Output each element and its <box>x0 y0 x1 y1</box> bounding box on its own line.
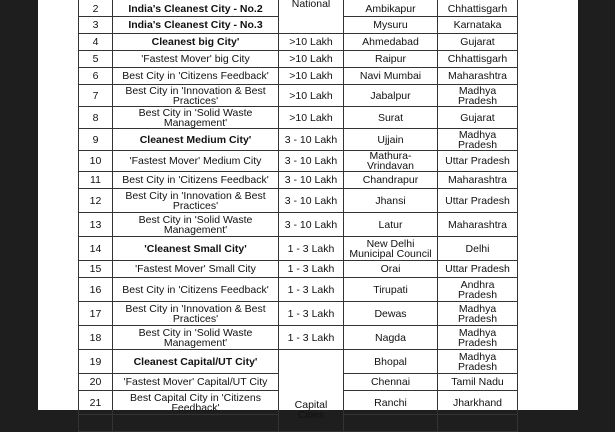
rank-cell: 21 <box>79 391 113 415</box>
rank-cell: 15 <box>79 261 113 278</box>
city-cell: Ujjain <box>344 129 438 151</box>
category-cell: 'Fastest Mover' Medium City <box>113 151 279 172</box>
state-cell: Maharashtra <box>438 213 518 237</box>
population-cell-capital: Capital Cities <box>279 350 344 432</box>
rank-cell: 8 <box>79 107 113 129</box>
population-cell-national: National <box>279 0 344 34</box>
city-cell: Chennai <box>344 374 438 391</box>
table-row <box>79 107 518 129</box>
rank-cell: 16 <box>79 278 113 302</box>
state-cell: Madhya Pradesh <box>438 302 518 326</box>
state-cell: Madhya Pradesh <box>438 326 518 350</box>
table-row <box>79 34 518 51</box>
state-cell: Chhattisgarh <box>438 0 518 17</box>
table-row <box>79 151 518 172</box>
rank-cell: 18 <box>79 326 113 350</box>
rank-cell: 3 <box>79 17 113 34</box>
state-cell: Andhra Pradesh <box>438 278 518 302</box>
city-cell: Jhansi <box>344 189 438 213</box>
population-cell: 3 - 10 Lakh <box>279 172 344 189</box>
population-cell: 3 - 10 Lakh <box>279 189 344 213</box>
category-cell: Best City in 'Solid Waste Management' <box>113 213 279 237</box>
rank-cell: 14 <box>79 237 113 261</box>
state-cell: Madhya Pradesh <box>438 129 518 151</box>
table-row <box>79 129 518 151</box>
population-cell: 3 - 10 Lakh <box>279 129 344 151</box>
rank-cell: 12 <box>79 189 113 213</box>
city-cell: Mysuru <box>344 17 438 34</box>
state-cell: Gujarat <box>438 107 518 129</box>
category-cell: 'Fastest Mover' Small City <box>113 261 279 278</box>
category-cell: Best City in 'Citizens Feedback' <box>113 172 279 189</box>
state-cell: Uttar Pradesh <box>438 261 518 278</box>
state-cell: Jharkhand <box>438 391 518 415</box>
population-cell: 1 - 3 Lakh <box>279 261 344 278</box>
population-cell: 1 - 3 Lakh <box>279 326 344 350</box>
table-row <box>79 0 518 17</box>
city-cell: Ranchi <box>344 391 438 415</box>
rank-cell: 5 <box>79 51 113 68</box>
city-cell: New Delhi Municipal Council <box>344 237 438 261</box>
city-cell <box>344 415 438 432</box>
population-cell: >10 Lakh <box>279 51 344 68</box>
city-cell: Raipur <box>344 51 438 68</box>
table-row <box>79 350 518 374</box>
population-cell: >10 Lakh <box>279 68 344 85</box>
population-cell: 3 - 10 Lakh <box>279 151 344 172</box>
category-cell: 'Fastest Mover' big City <box>113 51 279 68</box>
table-row <box>79 213 518 237</box>
rank-cell: 4 <box>79 34 113 51</box>
category-cell: Best City in 'Solid Waste Management' <box>113 107 279 129</box>
category-cell: 'Fastest Mover' Capital/UT City <box>113 374 279 391</box>
city-cell: Surat <box>344 107 438 129</box>
awards-table-body <box>79 0 518 432</box>
table-row <box>79 261 518 278</box>
city-cell: Ambikapur <box>344 0 438 17</box>
city-cell: Nagda <box>344 326 438 350</box>
state-cell: Madhya Pradesh <box>438 350 518 374</box>
city-cell: Orai <box>344 261 438 278</box>
rank-cell: 2 <box>79 0 113 17</box>
population-cell: >10 Lakh <box>279 34 344 51</box>
city-cell: Dewas <box>344 302 438 326</box>
state-cell: Karnataka <box>438 17 518 34</box>
state-cell: Gujarat <box>438 34 518 51</box>
rank-cell: 13 <box>79 213 113 237</box>
rank-cell: 20 <box>79 374 113 391</box>
city-cell: Chandrapur <box>344 172 438 189</box>
rank-cell: 9 <box>79 129 113 151</box>
table-row <box>79 237 518 261</box>
table-row <box>79 85 518 107</box>
table-row <box>79 189 518 213</box>
category-cell: Best City in 'Solid Waste Management' <box>113 326 279 350</box>
category-cell: Best City in 'Innovation & Best Practices' <box>113 302 279 326</box>
rank-cell: 10 <box>79 151 113 172</box>
rank-cell: 19 <box>79 350 113 374</box>
rank-cell: 11 <box>79 172 113 189</box>
category-cell: Best City in 'Innovation & Best Practices' <box>113 85 279 107</box>
category-cell: Cleanest Medium City' <box>113 129 279 151</box>
population-cell: >10 Lakh <box>279 107 344 129</box>
table-row <box>79 278 518 302</box>
city-cell: Navi Mumbai <box>344 68 438 85</box>
population-cell: 3 - 10 Lakh <box>279 213 344 237</box>
population-cell: >10 Lakh <box>279 85 344 107</box>
state-cell <box>438 415 518 432</box>
table-row <box>79 68 518 85</box>
awards-table <box>78 0 518 432</box>
state-cell: Maharashtra <box>438 68 518 85</box>
category-cell: Cleanest Capital/UT City' <box>113 350 279 374</box>
table-row <box>79 326 518 350</box>
category-cell: Best City in 'Citizens Feedback' <box>113 68 279 85</box>
city-cell: Bhopal <box>344 350 438 374</box>
population-cell: 1 - 3 Lakh <box>279 278 344 302</box>
state-cell: Maharashtra <box>438 172 518 189</box>
category-cell: 'Cleanest Small City' <box>113 237 279 261</box>
category-cell: Best City in 'Citizens Feedback' <box>113 278 279 302</box>
rank-cell: 7 <box>79 85 113 107</box>
population-cell: 1 - 3 Lakh <box>279 237 344 261</box>
city-cell: Latur <box>344 213 438 237</box>
category-cell: India's Cleanest City - No.3 <box>113 17 279 34</box>
document-page <box>38 0 578 421</box>
state-cell: Uttar Pradesh <box>438 151 518 172</box>
category-cell <box>113 415 279 432</box>
rank-cell: 17 <box>79 302 113 326</box>
state-cell: Madhya Pradesh <box>438 85 518 107</box>
city-cell: Ahmedabad <box>344 34 438 51</box>
category-cell: Best Capital City in 'Citizens Feedback' <box>113 391 279 415</box>
table-row <box>79 51 518 68</box>
city-cell: Jabalpur <box>344 85 438 107</box>
state-cell: Delhi <box>438 237 518 261</box>
category-cell: India's Cleanest City - No.2 <box>113 0 279 17</box>
rank-cell <box>79 415 113 432</box>
table-row <box>79 172 518 189</box>
city-cell: Tirupati <box>344 278 438 302</box>
category-cell: Cleanest big City' <box>113 34 279 51</box>
population-cell: 1 - 3 Lakh <box>279 302 344 326</box>
category-cell: Best City in 'Innovation & Best Practices' <box>113 189 279 213</box>
state-cell: Tamil Nadu <box>438 374 518 391</box>
state-cell: Chhattisgarh <box>438 51 518 68</box>
state-cell: Uttar Pradesh <box>438 189 518 213</box>
rank-cell: 6 <box>79 68 113 85</box>
city-cell: Mathura-Vrindavan <box>344 151 438 172</box>
table-row <box>79 302 518 326</box>
